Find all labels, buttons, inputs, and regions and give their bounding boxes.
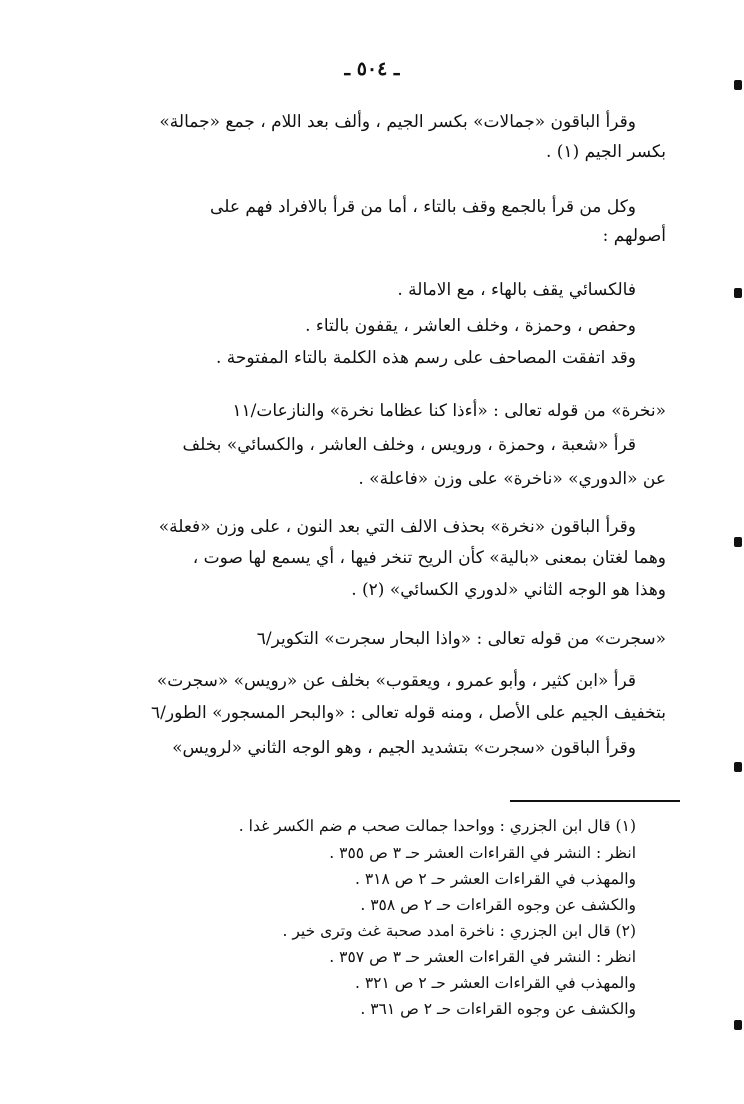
paragraph-5-line-1: قرأ «شعبة ، وحمزة ، ورويس ، وخلف العاشر ، والكسائي» بخلف xyxy=(182,435,636,455)
paragraph-6-line-1: وقرأ الباقون «نخرة» بحذف الالف التي بعد النون ، على وزن «فعلة» xyxy=(158,517,636,537)
paragraph-5-line-2: عن «الدوري» «ناخرة» على وزن «فاعلة» . xyxy=(358,469,666,489)
footnote-separator xyxy=(510,800,680,802)
paragraph-3-line-3: وقد اتفقت المصاحف على رسم هذه الكلمة بالتاء المفتوحة . xyxy=(215,348,636,368)
paragraph-6-line-3: وهذا هو الوجه الثاني «لدوري الكسائي» (٢) . xyxy=(351,580,666,600)
scan-edge-mark xyxy=(734,1020,742,1030)
paragraph-4-line-1: «نخرة» من قوله تعالى : «أءذا كنا عظاما نخرة» والنازعات/١١ xyxy=(232,401,666,421)
footnote-line-4: والكشف عن وجوه القراءات حـ ٢ ص ٣٥٨ . xyxy=(360,896,636,914)
paragraph-2-line-1: وكل من قرأ بالجمع وقف بالتاء ، أما من قرأ بالافراد فهم على xyxy=(210,197,636,217)
scan-edge-mark xyxy=(734,80,742,90)
paragraph-8-line-2: بتخفيف الجيم على الأصل ، ومنه قوله تعالى : «والبحر المسجور» الطور/٦ xyxy=(151,703,666,723)
paragraph-1-line-2: بكسر الجيم (١) . xyxy=(545,142,666,162)
scan-edge-mark xyxy=(734,762,742,772)
paragraph-1-line-1: وقرأ الباقون «جمالات» بكسر الجيم ، وألف بعد اللام ، جمع «جمالة» xyxy=(159,112,636,132)
scan-edge-mark xyxy=(734,537,742,547)
footnote-line-1: (١) قال ابن الجزري : وواحدا جمالت صحب م ضم الكسر غدا . xyxy=(238,817,636,835)
paragraph-3-line-1: فالكسائي يقف بالهاء ، مع الامالة . xyxy=(397,280,636,300)
footnote-line-7: والمهذب في القراءات العشر حـ ٢ ص ٣٢١ . xyxy=(354,974,636,992)
scan-edge-mark xyxy=(734,288,742,298)
footnote-line-8: والكشف عن وجوه القراءات حـ ٢ ص ٣٦١ . xyxy=(360,1000,636,1018)
paragraph-6-line-2: وهما لغتان بمعنى «بالية» كأن الريح تنخر فيها ، أي يسمع لها صوت ، xyxy=(192,548,666,568)
footnote-line-2: انظر : النشر في القراءات العشر حـ ٣ ص ٣٥٥ . xyxy=(329,844,636,862)
page-number: ـ ٥٠٤ ـ xyxy=(344,58,400,80)
paragraph-3-line-2: وحفص ، وحمزة ، وخلف العاشر ، يقفون بالتاء . xyxy=(305,316,636,336)
footnote-line-3: والمهذب في القراءات العشر حـ ٢ ص ٣١٨ . xyxy=(354,870,636,888)
paragraph-7-line-1: «سجرت» من قوله تعالى : «واذا البحار سجرت» التكوير/٦ xyxy=(256,629,666,649)
footnote-line-5: (٢) قال ابن الجزري : ناخرة امدد صحبة غث وترى خير . xyxy=(282,922,636,940)
paragraph-2-line-2: أصولهم : xyxy=(602,226,666,246)
footnote-line-6: انظر : النشر في القراءات العشر حـ ٣ ص ٣٥٧ . xyxy=(329,948,636,966)
paragraph-8-line-3: وقرأ الباقون «سجرت» بتشديد الجيم ، وهو الوجه الثاني «لرويس» xyxy=(172,738,636,758)
paragraph-8-line-1: قرأ «ابن كثير ، وأبو عمرو ، ويعقوب» بخلف عن «رويس» «سجرت» xyxy=(156,671,636,691)
